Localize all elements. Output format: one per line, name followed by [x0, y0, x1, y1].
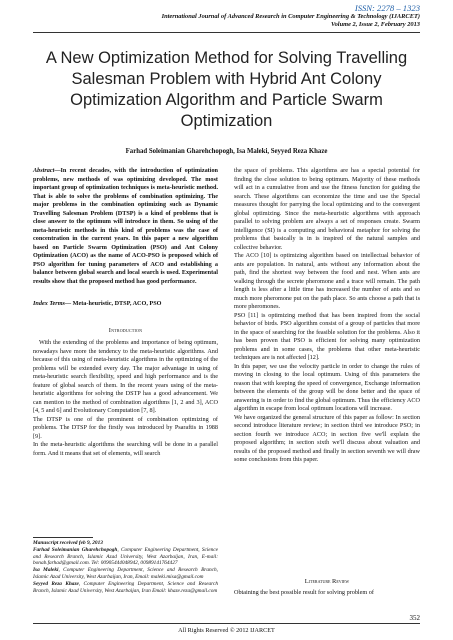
left-column [33, 167, 218, 458]
intro-paragraph-3: In the meta-heuristic algorithms the searching will be done in a parallel form. And it means that set of elements, will search [33, 441, 218, 457]
footnote-divider [33, 537, 93, 538]
index-terms [33, 300, 218, 309]
literature-review-heading: Literature Review [304, 578, 350, 585]
paper-title: A New Optimization Method for Solving Travelling Salesman Problem with Hybrid Ant Colony Optimization Algorithm and Particle Swarm Optimization [45, 49, 408, 130]
footnote-author-2: Isa Maleki, Computer Engineering Department, Science and Research Branch, Islamic Azad University, West Azarbaijan, Iran, Email: maleki.misa@gmail.com [33, 567, 218, 580]
header-divider [33, 32, 420, 33]
abstract-label: Abstract [33, 167, 55, 174]
issn-label: ISSN: 2278 – 1323 [354, 3, 420, 13]
footnote-author-1: Farhad Soleimanian Gharehchopogh, Computer Engineering Department, Science and Research Branch, Islamic Azad University, West Azarbaijan, Iran, E-mail: bonab.farhad@gmail.com. Tel: 00905444048942, 00989141764427 [33, 546, 219, 567]
page-number: 352 [409, 614, 420, 622]
footnotes [33, 540, 218, 594]
intro-paragraph-1: With the extending of the problems and importance of being optimum, nowadays have more the tendency to the meta-heuristic algorithms. And because of this using of meta-heuristic algorithms in the optimizing of the problems will be extended every day. The major advantage in using of meta-heuristic search flexibility, speed and high performance and is the feature of global search of them. In the recent years using of the meta-heuristic algorithms for solving the DSTP has a good advancement. We can mention to the method of combination algorithms [1, 2 and 3], ACO [4, 5 and 6] and Evolutionary Computation [7, 8]. [33, 339, 218, 414]
introduction-heading: Introduction [108, 326, 143, 334]
body-paragraph-3: PSO [11] is optimizing method that has been inspired from the social behavior of birds. PSO algorithm consist of a group of particles that more in the space of searching for the feasible solution for the problems. Also it has been proven that PSO is efficient for solving many optimization problems and in some cases, the problems that other meta-heuristic techniques are is not affected [12]. [234, 311, 420, 361]
journal-header [20, 13, 420, 29]
body-paragraph-2: The ACO [10] is optimizing algorithm based on intellectual behavior of ants are population. In natural, ants without any information about the path, find the shortest way between the food and nest. When ants are walking through the secrete pheromone and a trace will remain. The path length is less after a little time has increased the number of ants and so much more pheromone put on the path place. So ants choose a path that is more pheromones. [234, 252, 420, 310]
footnote-author-3: Seyyed Reza Khaze, Computer Engineering Department, Science and Research Branch, Islamic Azad University, West Azarbaijan, Iran Email: khaze.reza@gmail.com [33, 580, 218, 594]
body-paragraph-4: In this paper, we use the velocity particle in order to change the rules of moving in closing to the local optimum. Using of this parameters the reason that with keeping the speed of convergence, Exchange information between the elements of the group will be done better and the space of answering is in order to find the global optimum. Thus the efficiency ACO algorithm in escape from local optimum locations will increase. [234, 362, 420, 412]
literature-review-text: Obtaining the best possible result for solving problem of [234, 589, 374, 596]
footer-divider [33, 623, 420, 624]
journal-name: International Journal of Advanced Research in Computer Engineering & Technology (IJARCET) [161, 13, 420, 20]
index-terms-label: Index Terms [33, 300, 65, 307]
intro-paragraph-2: The DTSP is one of the prominent of combination optimizing of problems. The DTSP for the firstly was introduced by Psaraftis in 1988 [9]. [33, 415, 218, 440]
footnote-received: Manuscript received feb 9, 2013 [33, 540, 103, 546]
copyright-notice: All Rights Reserved © 2012 IJARCET [178, 627, 275, 634]
abstract [33, 167, 218, 286]
author-list: Farhad Soleimanian Gharehchopogh, Isa Maleki, Seyyed Reza Khaze [125, 148, 328, 155]
body-paragraph-1: the space of problems. This algorithms are has a special potential for finding the close solution to being optimum. Majority of these methods will act in a cumulative from and use the fitness function for guiding the search. These algorithms can economize the time and use the Special measures thought for parrying the local optimizing and to the convergent global optimizing. Since the meta-heuristic algorithms with approach parallel to solving problem are always a set of responses create. Swarm intelligence (SI) is a computing and behavioral metaphor for solving the problems that basically is in is inspired of the natural samples and collective behavior. [234, 167, 420, 251]
body-paragraph-5: We have organized the general structure of this paper as follow: In section second introduce literature review; in section third we introduce PSO; in section fourth we introduce ACO; in section five we'll explain the proposed algorithm; in section sixth we'll discuss about valuation and results of the proposed method and finally in section seventh we will draw some conclusions from this paper. [234, 413, 420, 463]
abstract-text: —In recent decades, with the introduction of optimization problems, new methods of was optimizing developed. The most important group of optimization techniques is meta-heuristic method. That is able to solve the problems of combination optimizing. The major problems in the combination optimizing such as Dynamic Travelling Salesman Problem (DTSP) is a kind of problems that is close answer to the optimum will introduce in them. So using of the meta-heuristic methods in this kind of problems was the case of concentration in the current years. In this paper a new algorithm based on Particle Swarm Optimization (PSO) and Ant Colony Optimization (ACO) as the name of ACO-PSO is proposed which of PSO algorithm for tuning parameters of ACO and establishing a balance between global search and local search is used. Experimental results show that the proposed method has good performance. [33, 167, 218, 285]
journal-volume: Volume 2, Issue 2, February 2013 [331, 21, 420, 28]
index-terms-text: — Meta-heuristic, DTSP, ACO, PSO [64, 300, 162, 307]
right-column [234, 167, 420, 465]
